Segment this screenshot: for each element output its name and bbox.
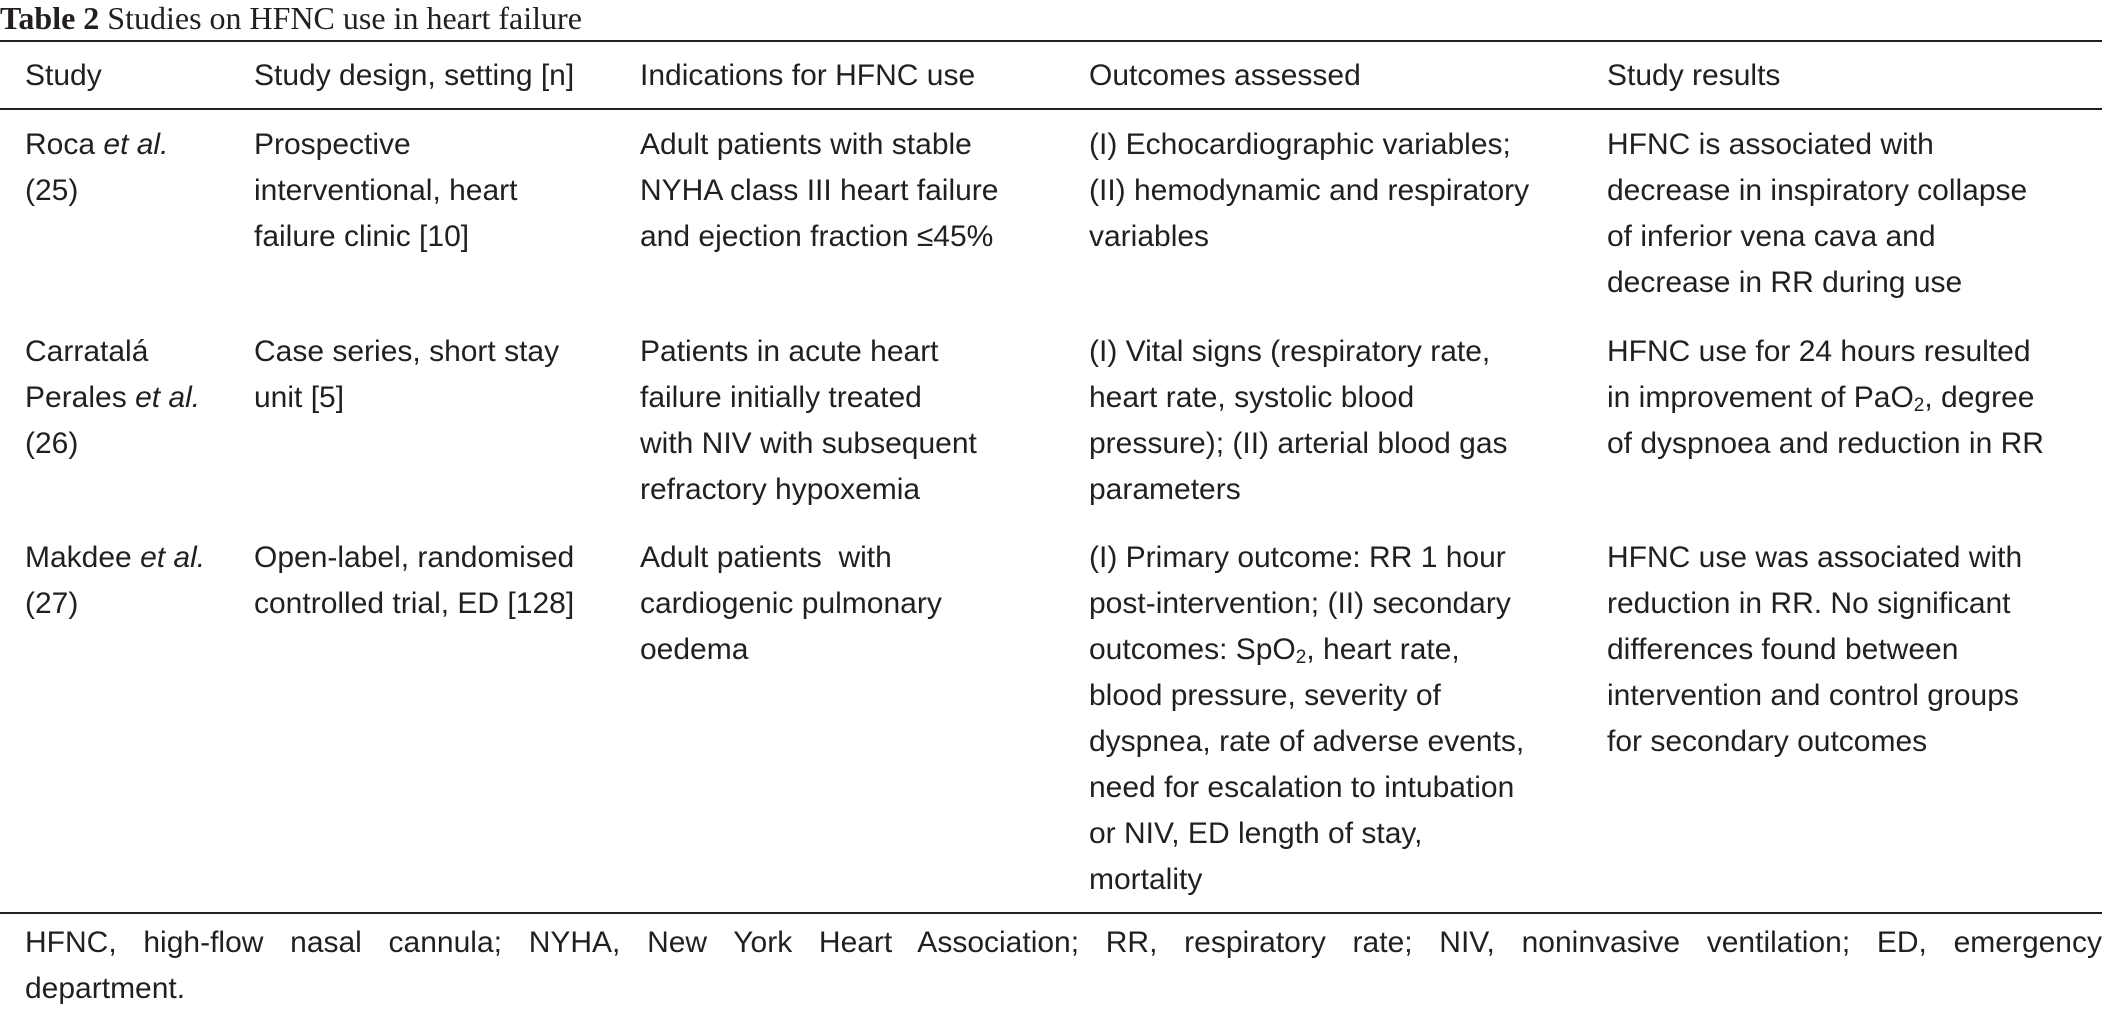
cell-line: unit [5] bbox=[254, 381, 345, 414]
table-caption-label: Table 2 bbox=[0, 0, 100, 36]
cell-line: Adult patients with bbox=[640, 541, 892, 574]
table-row-roca-indications bbox=[640, 122, 998, 260]
cell-line: (I) Echocardiographic variables; bbox=[1089, 128, 1511, 161]
cell-line: mortality bbox=[1089, 863, 1203, 896]
cell-line: and ejection fraction ≤45% bbox=[640, 220, 994, 253]
cell-line: with NIV with subsequent bbox=[640, 427, 977, 460]
header-results: Study results bbox=[1607, 59, 1781, 92]
cell-line: blood pressure, severity of bbox=[1089, 679, 1441, 712]
table-top-rule bbox=[0, 40, 2102, 42]
cell-line: NYHA class III heart failure bbox=[640, 174, 999, 207]
cell-line: Open-label, randomised bbox=[254, 541, 575, 574]
table-bottom-rule bbox=[0, 912, 2102, 914]
cell-line: oedema bbox=[640, 633, 749, 666]
study-ref: (27) bbox=[25, 587, 79, 620]
cell-line: interventional, heart bbox=[254, 174, 518, 207]
header-outcomes: Outcomes assessed bbox=[1089, 59, 1361, 92]
table-row-roca-results bbox=[1607, 122, 2027, 306]
table-row-roca-study bbox=[25, 122, 168, 214]
cell-line: post-intervention; (II) secondary bbox=[1089, 587, 1511, 620]
cell-line: need for escalation to intubation bbox=[1089, 771, 1515, 804]
header-study: Study bbox=[25, 59, 102, 92]
study-etal: et al. bbox=[103, 128, 169, 161]
cell-line: differences found between bbox=[1607, 633, 1959, 666]
study-author: Roca bbox=[25, 128, 96, 161]
cell-line: refractory hypoxemia bbox=[640, 473, 921, 506]
footnote-line: department. bbox=[25, 972, 186, 1005]
subscript: 2 bbox=[1295, 647, 1307, 668]
table-header-rule bbox=[0, 108, 2102, 110]
table-row-carratala-indications bbox=[640, 329, 977, 513]
cell-line: variables bbox=[1089, 220, 1210, 253]
header-study-design: Study design, setting [n] bbox=[254, 59, 575, 92]
table-row-makdee-results bbox=[1607, 535, 2022, 765]
cell-line: heart rate, systolic blood bbox=[1089, 381, 1415, 414]
cell-line: Patients in acute heart bbox=[640, 335, 939, 368]
table-row-makdee-study bbox=[25, 535, 205, 627]
cell-line bbox=[1089, 627, 1524, 673]
table-row-makdee-indications bbox=[640, 535, 942, 673]
cell-line: decrease in inspiratory collapse bbox=[1607, 174, 2028, 207]
table-row-makdee-design bbox=[254, 535, 574, 627]
table-footnote bbox=[25, 920, 2102, 1012]
cell-line: (I) Primary outcome: RR 1 hour bbox=[1089, 541, 1506, 574]
study-author: Carratalá bbox=[25, 335, 149, 368]
table-row-makdee-outcomes bbox=[1089, 535, 1524, 903]
cell-line: (I) Vital signs (respiratory rate, bbox=[1089, 335, 1491, 368]
table-row-carratala-study bbox=[25, 329, 200, 467]
text-segment: , heart rate, bbox=[1306, 633, 1460, 666]
table-row-roca-outcomes bbox=[1089, 122, 1529, 260]
table-caption-text: Studies on HFNC use in heart failure bbox=[107, 0, 582, 36]
cell-line: Adult patients with stable bbox=[640, 128, 972, 161]
cell-line: Prospective bbox=[254, 128, 411, 161]
cell-line: HFNC use was associated with bbox=[1607, 541, 2023, 574]
table-row-carratala-design bbox=[254, 329, 559, 421]
study-ref: (26) bbox=[25, 427, 79, 460]
study-etal: et al. bbox=[135, 381, 201, 414]
table-row-carratala-outcomes bbox=[1089, 329, 1508, 513]
text-segment: , degree bbox=[1924, 381, 2035, 414]
subscript: 2 bbox=[1913, 395, 1925, 416]
cell-line: reduction in RR. No significant bbox=[1607, 587, 2011, 620]
cell-line: parameters bbox=[1089, 473, 1241, 506]
study-ref: (25) bbox=[25, 174, 79, 207]
cell-line: intervention and control groups bbox=[1607, 679, 2019, 712]
table-row-carratala-results bbox=[1607, 329, 2044, 467]
cell-line: or NIV, ED length of stay, bbox=[1089, 817, 1423, 850]
cell-line: dyspnea, rate of adverse events, bbox=[1089, 725, 1525, 758]
study-author: Makdee bbox=[25, 541, 132, 574]
cell-line: (II) hemodynamic and respiratory bbox=[1089, 174, 1530, 207]
table-caption bbox=[0, 0, 582, 38]
cell-line bbox=[1607, 375, 2044, 421]
cell-line: for secondary outcomes bbox=[1607, 725, 1928, 758]
cell-line: controlled trial, ED [128] bbox=[254, 587, 575, 620]
cell-line: decrease in RR during use bbox=[1607, 266, 1963, 299]
text-segment: outcomes: SpO bbox=[1089, 633, 1296, 666]
text-segment: in improvement of PaO bbox=[1607, 381, 1914, 414]
header-indications: Indications for HFNC use bbox=[640, 59, 976, 92]
cell-line: failure initially treated bbox=[640, 381, 922, 414]
table-row-roca-design bbox=[254, 122, 518, 260]
cell-line: Case series, short stay bbox=[254, 335, 560, 368]
cell-line: of inferior vena cava and bbox=[1607, 220, 1936, 253]
study-etal: et al. bbox=[140, 541, 206, 574]
cell-line: pressure); (II) arterial blood gas bbox=[1089, 427, 1508, 460]
cell-line: failure clinic [10] bbox=[254, 220, 470, 253]
cell-line: HFNC use for 24 hours resulted bbox=[1607, 335, 2031, 368]
cell-line: of dyspnoea and reduction in RR bbox=[1607, 427, 2044, 460]
cell-line: HFNC is associated with bbox=[1607, 128, 1934, 161]
cell-line: cardiogenic pulmonary bbox=[640, 587, 942, 620]
footnote-line: HFNC, high-flow nasal cannula; NYHA, New York Heart Association; RR, respiratory rate; NIV, noninvasive ventilation; ED, emergency bbox=[25, 926, 2102, 959]
study-author: Perales bbox=[25, 381, 127, 414]
